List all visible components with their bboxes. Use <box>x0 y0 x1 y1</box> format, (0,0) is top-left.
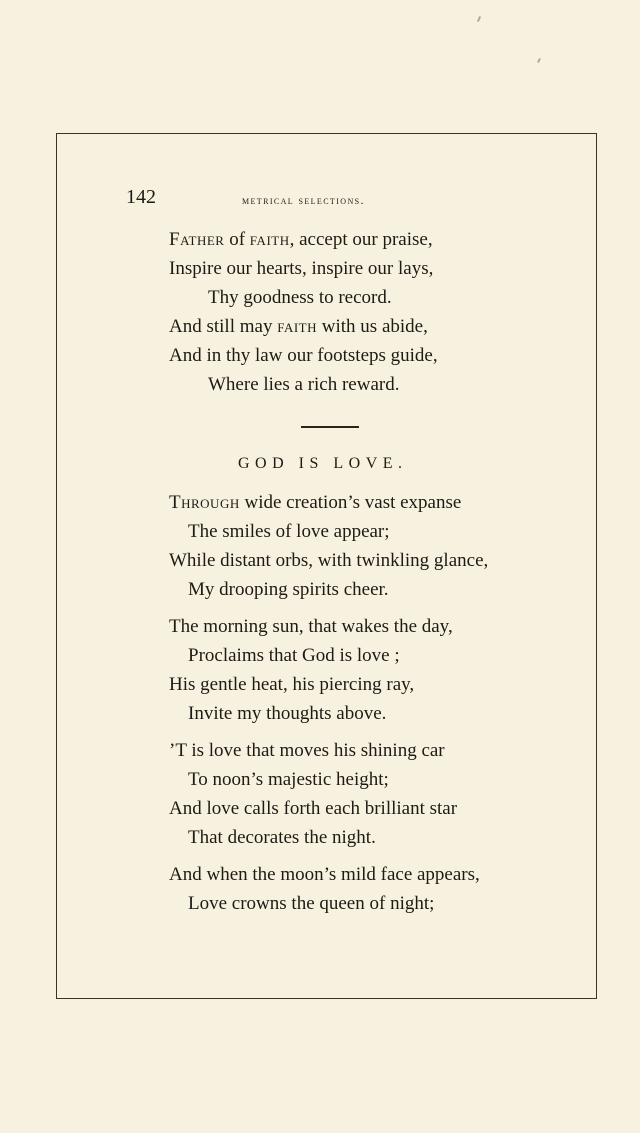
poem-line: Love crowns the queen of night; <box>188 893 435 914</box>
section-divider <box>301 426 359 428</box>
paper-speck <box>477 16 481 22</box>
poem-line: And love calls forth each brilliant star <box>169 798 458 819</box>
poem-line: Where lies a rich reward. <box>208 374 400 395</box>
running-head <box>126 186 426 216</box>
poem-line: The morning sun, that wakes the day, <box>169 616 453 637</box>
poem-line: ’T is love that moves his shining car <box>169 740 445 761</box>
poem-line: And in thy law our footsteps guide, <box>169 345 438 366</box>
running-title: metrical selections. <box>242 193 365 207</box>
poem-line: To noon’s majestic height; <box>188 769 389 790</box>
poem-line: Through wide creation’s vast expanse <box>169 492 462 513</box>
poem-line: The smiles of love appear; <box>188 521 390 542</box>
poem-line: Proclaims that God is love ; <box>188 645 400 666</box>
poem-line: And when the moon’s mild face appears, <box>169 864 480 885</box>
poem-line: Father of faith, accept our praise, <box>169 229 433 250</box>
page-number: 142 <box>126 186 156 208</box>
poem-line: Inspire our hearts, inspire our lays, <box>169 258 434 279</box>
section-title: GOD IS LOVE. <box>238 455 408 472</box>
paper-speck <box>537 58 541 63</box>
poem-line: My drooping spirits cheer. <box>188 579 389 600</box>
first-word: Father <box>169 229 225 250</box>
poem-line: That decorates the night. <box>188 827 376 848</box>
poem-line: While distant orbs, with twinkling glance, <box>169 550 489 571</box>
small-caps-word: faith <box>249 229 290 250</box>
poem-line: Thy goodness to record. <box>208 287 392 308</box>
poem-line: And still may faith with us abide, <box>169 316 428 337</box>
poem-line: Invite my thoughts above. <box>188 703 387 724</box>
first-word: Through <box>169 492 240 513</box>
poem-line: His gentle heat, his piercing ray, <box>169 674 415 695</box>
small-caps-word: faith <box>277 316 318 337</box>
